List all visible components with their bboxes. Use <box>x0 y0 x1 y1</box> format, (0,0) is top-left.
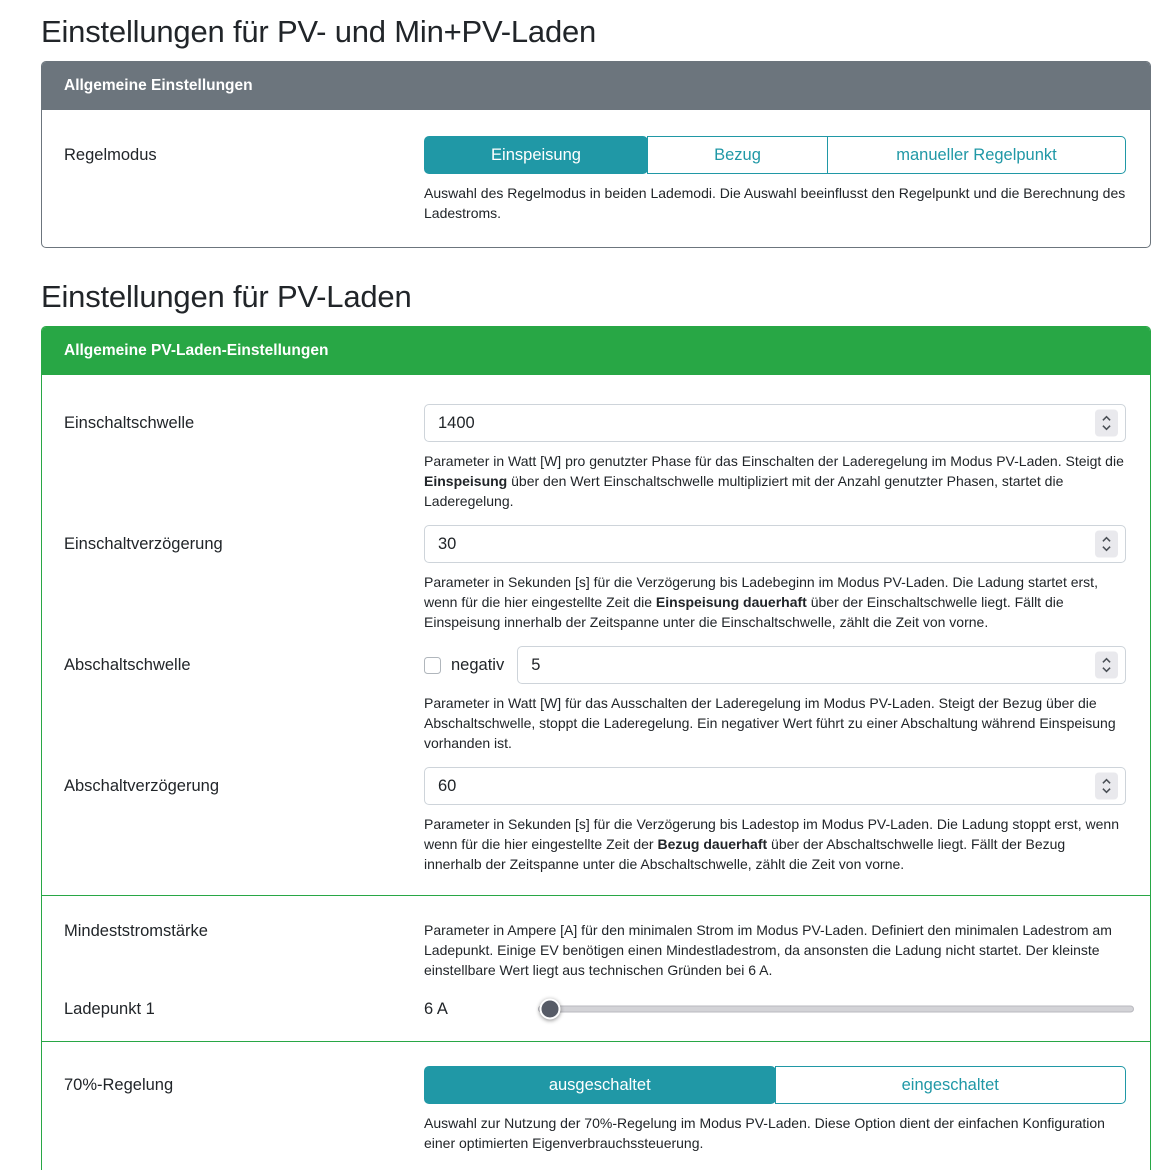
negativ-checkbox-label[interactable]: negativ <box>451 655 505 674</box>
negativ-checkbox[interactable] <box>424 657 441 674</box>
row-abschaltschwelle <box>64 646 1126 753</box>
spinner-down-icon <box>1102 788 1111 794</box>
card-pv-settings <box>41 326 1151 1170</box>
card-header-general: Allgemeine Einstellungen <box>42 62 1150 110</box>
spinner-down-icon <box>1102 667 1111 673</box>
spinner-up-icon <box>1102 658 1111 664</box>
spinner-up-icon <box>1102 416 1111 422</box>
abschaltschwelle-label: Abschaltschwelle <box>64 656 191 674</box>
abschaltverzoegerung-help-text: Parameter in Sekunden [s] für die Verzögerung bis Ladestop im Modus PV-Laden. Die Ladung stoppt erst, wenn wenn für die hier eingestellte Zeit der Bezug dauerhaft über der Abschaltschwelle liegt. Fällt der Bezug innerhalb der Zeitspanne unter die Abschaltschwelle, zählt die Zeit von vorne. <box>424 816 1119 872</box>
abschaltschwelle-controls <box>424 646 1126 684</box>
spinner-up-icon <box>1102 537 1111 543</box>
row-regelmodus <box>64 136 1126 223</box>
70-regelung-option-eingeschaltet[interactable]: eingeschaltet <box>775 1066 1127 1104</box>
einschaltschwelle-input-wrap <box>424 404 1126 442</box>
number-spinner[interactable] <box>1095 531 1118 558</box>
slider-thumb[interactable] <box>539 999 560 1020</box>
mindeststromstaerke-help-text: Parameter in Ampere [A] für den minimalen Strom im Modus PV-Laden. Definiert den minimalen Ladestrom am Ladepunkt. Einige EV benötigen einen Mindestladestrom, da ansonsten die Ladung nicht startet. Der kleinste einstellbare Wert liegt aus technischen Gründen bei 6 A. <box>424 922 1112 978</box>
70-regelung-option-ausgeschaltet[interactable]: ausgeschaltet <box>424 1066 776 1104</box>
regelmodus-option-manueller-regelpunkt[interactable]: manueller Regelpunkt <box>827 136 1126 174</box>
regelmodus-option-einspeisung[interactable]: Einspeisung <box>424 136 648 174</box>
number-spinner[interactable] <box>1095 410 1118 437</box>
regelmodus-option-bezug[interactable]: Bezug <box>647 136 828 174</box>
abschaltschwelle-input-wrap <box>517 646 1126 684</box>
mindeststromstaerke-label: Mindeststromstärke <box>64 922 208 940</box>
page-title-pv: Einstellungen für PV-Laden <box>41 279 412 314</box>
slider-track[interactable] <box>538 1006 1134 1013</box>
einschaltschwelle-input[interactable] <box>425 405 1125 441</box>
spinner-down-icon <box>1102 425 1111 431</box>
card-body-pv <box>42 375 1150 1170</box>
ladepunkt1-slider[interactable] <box>538 998 1134 1020</box>
abschaltverzoegerung-input-wrap <box>424 767 1126 805</box>
abschaltverzoegerung-label: Abschaltverzögerung <box>64 777 220 795</box>
row-mindeststromstaerke <box>64 920 1126 980</box>
row-ladepunkt1 <box>64 998 1126 1020</box>
regelmodus-button-group <box>424 136 1126 174</box>
section-divider <box>42 1041 1150 1042</box>
70-regelung-label: 70%-Regelung <box>64 1076 174 1094</box>
card-header-pv: Allgemeine PV-Laden-Einstellungen <box>42 327 1150 375</box>
card-general-settings <box>41 61 1151 248</box>
card-body-general <box>42 110 1150 247</box>
abschaltverzoegerung-input[interactable] <box>425 768 1125 804</box>
settings-page <box>41 0 1151 1170</box>
einschaltverzoegerung-label: Einschaltverzögerung <box>64 535 223 553</box>
regelmodus-label: Regelmodus <box>64 146 157 164</box>
regelmodus-controls <box>424 136 1126 223</box>
ladepunkt1-current-value: 6 A <box>424 999 448 1018</box>
spinner-up-icon <box>1102 779 1111 785</box>
einschaltschwelle-label: Einschaltschwelle <box>64 414 195 432</box>
einschaltverzoegerung-help-text: Parameter in Sekunden [s] für die Verzögerung bis Ladebeginn im Modus PV-Laden. Die Ladung startet erst, wenn für die hier eingestellte Zeit die Einspeisung dauerhaft über der Einschaltschwelle liegt. Fällt die Einspeisung innerhalb der Zeitspanne unter die Einschaltschwelle, zählt die Zeit von vorne. <box>424 574 1098 630</box>
70-regelung-help-text: Auswahl zur Nutzung der 70%-Regelung im Modus PV-Laden. Diese Option dient der einfachen Konfiguration einer optimierten Eigenverbrauchssteuerung. <box>424 1115 1105 1151</box>
regelmodus-help-text: Auswahl des Regelmodus in beiden Lademodi. Die Auswahl beeinflusst den Regelpunkt und die Berechnung des Ladestroms. <box>424 185 1126 221</box>
abschaltschwelle-input[interactable] <box>518 647 1125 683</box>
einschaltverzoegerung-input[interactable] <box>425 526 1125 562</box>
ladepunkt1-label: Ladepunkt 1 <box>64 1000 155 1018</box>
number-spinner[interactable] <box>1095 773 1118 800</box>
70-regelung-button-group <box>424 1066 1126 1104</box>
page-title-general: Einstellungen für PV- und Min+PV-Laden <box>41 14 597 49</box>
spinner-down-icon <box>1102 546 1111 552</box>
row-abschaltverzoegerung <box>64 767 1126 874</box>
number-spinner[interactable] <box>1095 652 1118 679</box>
row-einschaltschwelle <box>64 404 1126 511</box>
einschaltverzoegerung-input-wrap <box>424 525 1126 563</box>
row-70-regelung <box>64 1066 1126 1153</box>
row-einschaltverzoegerung <box>64 525 1126 632</box>
section-divider <box>42 895 1150 896</box>
einschaltschwelle-help-text: Parameter in Watt [W] pro genutzter Phase für das Einschalten der Laderegelung im Modus PV-Laden. Steigt die Einspeisung über den Wert Einschaltschwelle multipliziert mit der Anzahl genutzter Phasen, startet die Laderegelung. <box>424 453 1124 509</box>
abschaltschwelle-help-text: Parameter in Watt [W] für das Ausschalten der Laderegelung im Modus PV-Laden. Steigt der Bezug über die Abschaltschwelle, stoppt die Laderegelung. Ein negativer Wert führt zu einer Abschaltung während Einspeisung vorhanden ist. <box>424 695 1116 751</box>
